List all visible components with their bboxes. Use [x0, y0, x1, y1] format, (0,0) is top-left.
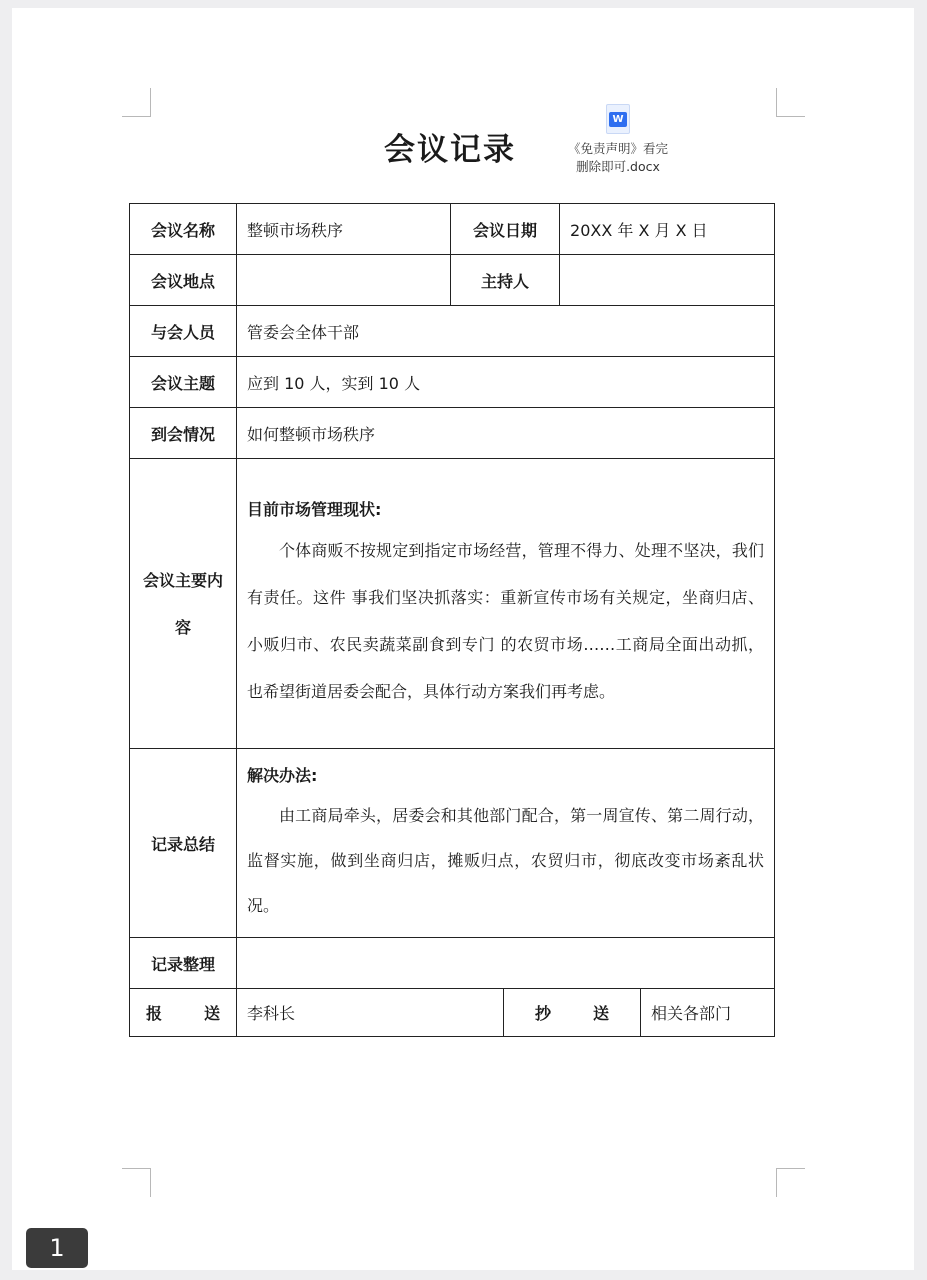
document-title: 会议记录: [384, 132, 516, 168]
margin-corner-mark: [122, 88, 151, 117]
meeting-date-label: 会议日期: [451, 204, 560, 255]
table-row: [130, 459, 775, 749]
main-content-cell: [237, 459, 775, 749]
cc-label: 抄 送: [504, 989, 641, 1037]
topic-value: 应到 10 人，实到 10 人: [237, 357, 775, 408]
topic-label: 会议主题: [130, 357, 237, 408]
table-row: [130, 938, 775, 989]
report-to-value: 李科长: [237, 989, 504, 1037]
host-label: 主持人: [451, 255, 560, 306]
table-row: [130, 255, 775, 306]
attendance-label: 到会情况: [130, 408, 237, 459]
margin-corner-mark: [122, 1168, 151, 1197]
meeting-date-value: 20XX 年 X 月 X 日: [560, 204, 775, 255]
cc-value: 相关各部门: [641, 989, 775, 1037]
meeting-record-table: [129, 203, 775, 1037]
host-value: [560, 255, 775, 306]
summary-cell: [237, 749, 775, 938]
main-content-label: 会议主要内容: [130, 459, 237, 749]
attachment-name-line1: 《免责声明》看完: [567, 141, 668, 156]
table-row: [130, 306, 775, 357]
main-content-heading: 目前市场管理现状:: [247, 499, 382, 519]
page-number-badge[interactable]: 1: [26, 1228, 88, 1268]
meeting-name-value: 整顿市场秩序: [237, 204, 451, 255]
margin-corner-mark: [776, 88, 805, 117]
attachment-name-line2: 删除即可.docx: [576, 159, 660, 174]
table-row: [130, 989, 775, 1037]
attendance-value: 如何整顿市场秩序: [237, 408, 775, 459]
summary-label: 记录总结: [130, 749, 237, 938]
organizer-value: [237, 938, 775, 989]
word-doc-icon[interactable]: W: [606, 104, 630, 134]
table-row: [130, 408, 775, 459]
table-row: [130, 749, 775, 938]
organizer-label: 记录整理: [130, 938, 237, 989]
meeting-name-label: 会议名称: [130, 204, 237, 255]
attendees-value: 管委会全体干部: [237, 306, 775, 357]
table-row: [130, 204, 775, 255]
report-to-label: 报 送: [130, 989, 237, 1037]
main-content-body: 个体商贩不按规定到指定市场经营，管理不得力、处理不坚决，我们有责任。这件 事我们坚决抓落实：重新宣传市场有关规定，坐商归店、小贩归市、农民卖蔬菜副食到专门 的农贸市场……工商局全面出动抓，也希望街道居委会配合，具体行动方案我们再考虑。: [247, 540, 765, 701]
location-value: [237, 255, 451, 306]
attachment[interactable]: [556, 104, 680, 176]
location-label: 会议地点: [130, 255, 237, 306]
summary-body: 由工商局牵头，居委会和其他部门配合，第一周宣传、第二周行动，监督实施，做到坐商归店，摊贩归点，农贸归市，彻底改变市场紊乱状况。: [247, 805, 765, 915]
table-row: [130, 357, 775, 408]
margin-corner-mark: [776, 1168, 805, 1197]
summary-heading: 解决办法:: [247, 765, 318, 785]
attendees-label: 与会人员: [130, 306, 237, 357]
